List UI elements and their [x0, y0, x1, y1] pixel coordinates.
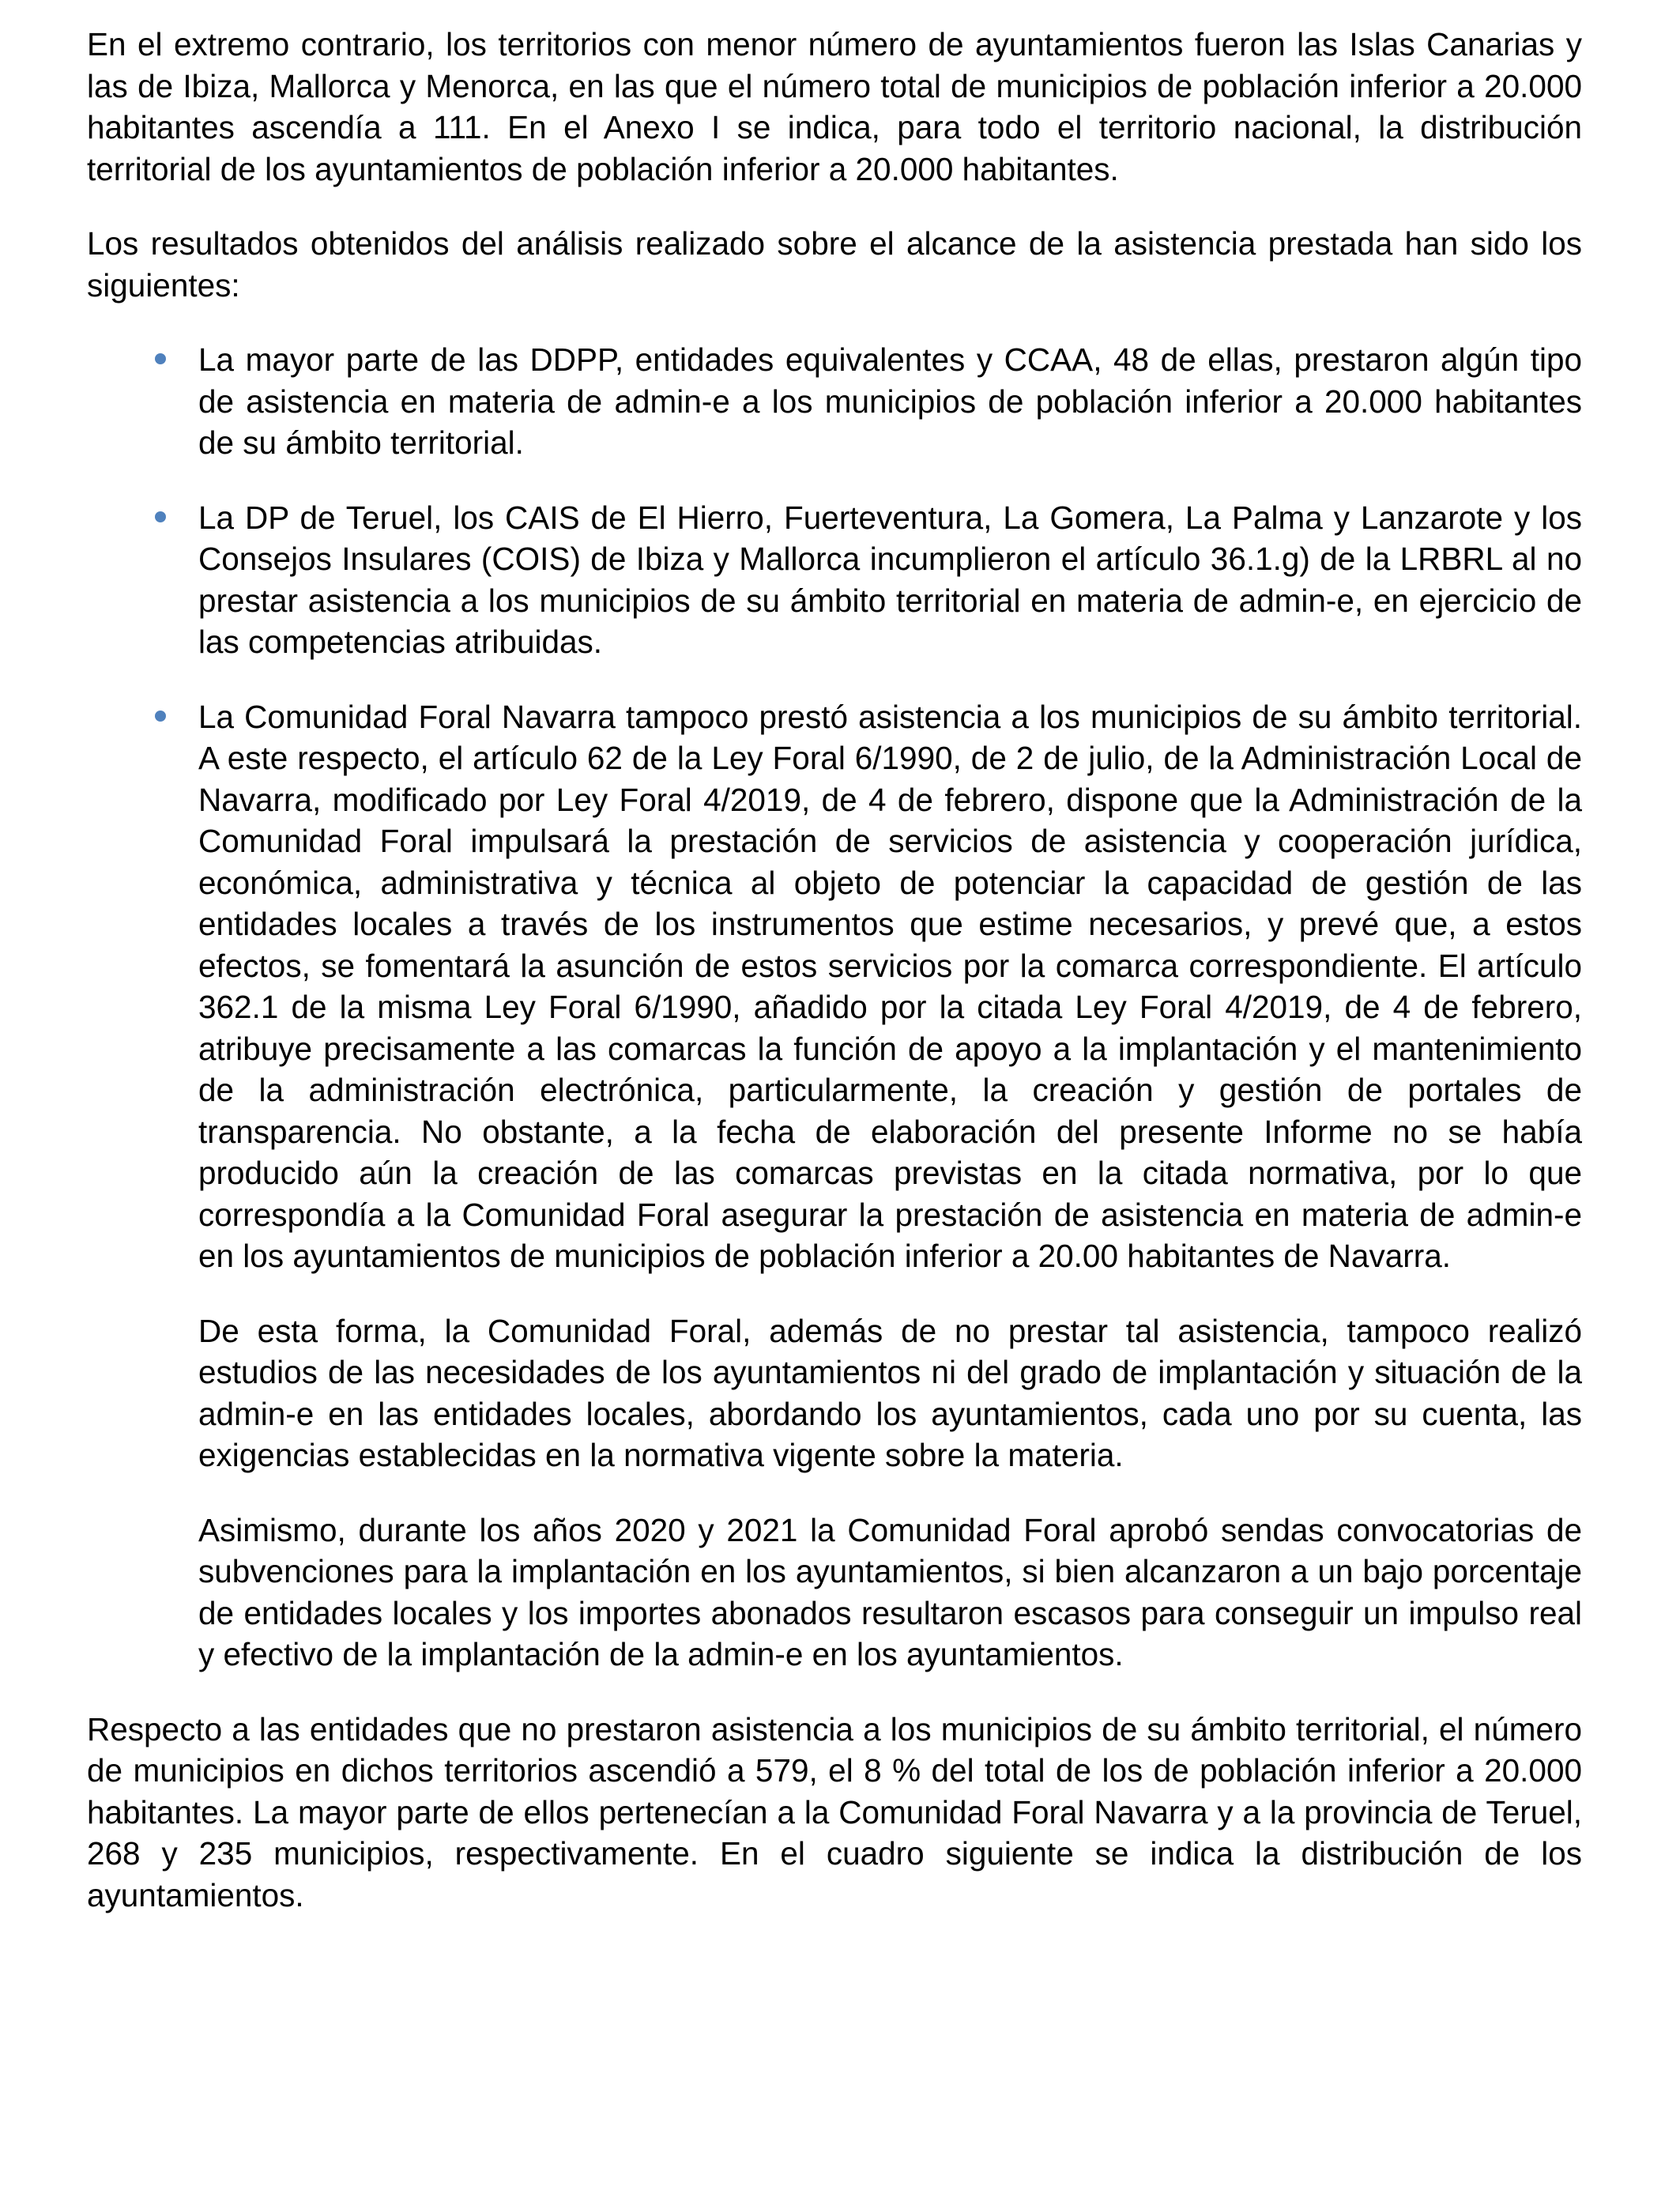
- list-item: [87, 339, 1582, 464]
- bullet-text: La DP de Teruel, los CAIS de El Hierro, Fuerteventura, La Gomera, La Palma y Lanzarote y los Consejos Insulares (COIS) de Ibiza y Mallorca incumplieron el artículo 36.1.g) de la LRBRL al no prestar asistencia a los municipios de su ámbito territorial en materia de admin-e, en ejercicio de las competencias atribuidas.: [198, 499, 1582, 660]
- list-item: [87, 696, 1582, 1676]
- bullet-sub-paragraph: Asimismo, durante los años 2020 y 2021 la Comunidad Foral aprobó sendas convocatorias de subvenciones para la implantación en los ayuntamientos, si bien alcanzaron a un bajo porcentaje de entidades locales y los importes abonados resultaron escasos para conseguir un impulso real y efectivo de la implantación de la admin-e en los ayuntamientos.: [198, 1511, 1582, 1672]
- bullet-sub-paragraph: De esta forma, la Comunidad Foral, además de no prestar tal asistencia, tampoco realizó estudios de las necesidades de los ayuntamientos ni del grado de implantación y situación de la admin-e en las entidades locales, abordando los ayuntamientos, cada uno por su cuenta, las exigencias establecidas en la normativa vigente sobre la materia.: [198, 1312, 1582, 1473]
- bullet-text: La mayor parte de las DDPP, entidades equivalentes y CCAA, 48 de ellas, prestaron algún tipo de asistencia en materia de admin-e a los municipios de población inferior a 20.000 habitantes de su ámbito territorial.: [198, 341, 1582, 461]
- list-item: [87, 497, 1582, 663]
- bullet-icon: [155, 711, 166, 722]
- bullet-text: La Comunidad Foral Navarra tampoco prestó asistencia a los municipios de su ámbito territorial. A este respecto, el artículo 62 de la Ley Foral 6/1990, de 2 de julio, de la Administración Local de Navarra, modificado por Ley Foral 4/2019, de 4 de febrero, dispone que la Administración de la Comunidad Foral impulsará la prestación de servicios de asistencia y cooperación jurídica, económica, administrativa y técnica al objeto de potenciar la capacidad de gestión de las entidades locales a través de los instrumentos que estime necesarios, y prevé que, a estos efectos, se fomentará la asunción de estos servicios por la comarca correspondiente. El artículo 362.1 de la misma Ley Foral 6/1990, añadido por la citada Ley Foral 4/2019, de 4 de febrero, atribuye precisamente a las comarcas la función de apoyo a la implantación y el mantenimiento de la administración electrónica, particularmente, la creación y gestión de portales de transparencia. No obstante, a la fecha de elaboración del presente Informe no se había producido aún la creación de las comarcas previstas en la citada normativa, por lo que correspondía a la Comunidad Foral asegurar la prestación de asistencia en materia de admin-e en los ayuntamientos de municipios de población inferior a 20.00 habitantes de Navarra.: [198, 698, 1582, 1274]
- bullet-icon: [155, 353, 166, 364]
- intro-paragraph-1: En el extremo contrario, los territorios con menor número de ayuntamientos fueron las Islas Canarias y las de Ibiza, Mallorca y Menorca, en las que el número total de municipios de población inferior a 20.000 habitantes ascendía a 111. En el Anexo I se indica, para todo el territorio nacional, la distribución territorial de los ayuntamientos de población inferior a 20.000 habitantes.: [87, 26, 1582, 187]
- closing-paragraph: Respecto a las entidades que no prestaron asistencia a los municipios de su ámbito territorial, el número de municipios en dichos territorios ascendió a 579, el 8 % del total de los de población inferior a 20.000 habitantes. La mayor parte de ellos pertenecían a la Comunidad Foral Navarra y a la provincia de Teruel, 268 y 235 municipios, respectivamente. En el cuadro siguiente se indica la distribución de los ayuntamientos.: [87, 1710, 1582, 1913]
- findings-list: [87, 339, 1582, 1676]
- intro-paragraph-2: Los resultados obtenidos del análisis realizado sobre el alcance de la asistencia prestada han sido los siguientes:: [87, 225, 1582, 303]
- bullet-icon: [155, 511, 166, 522]
- document-page: [87, 24, 1582, 1916]
